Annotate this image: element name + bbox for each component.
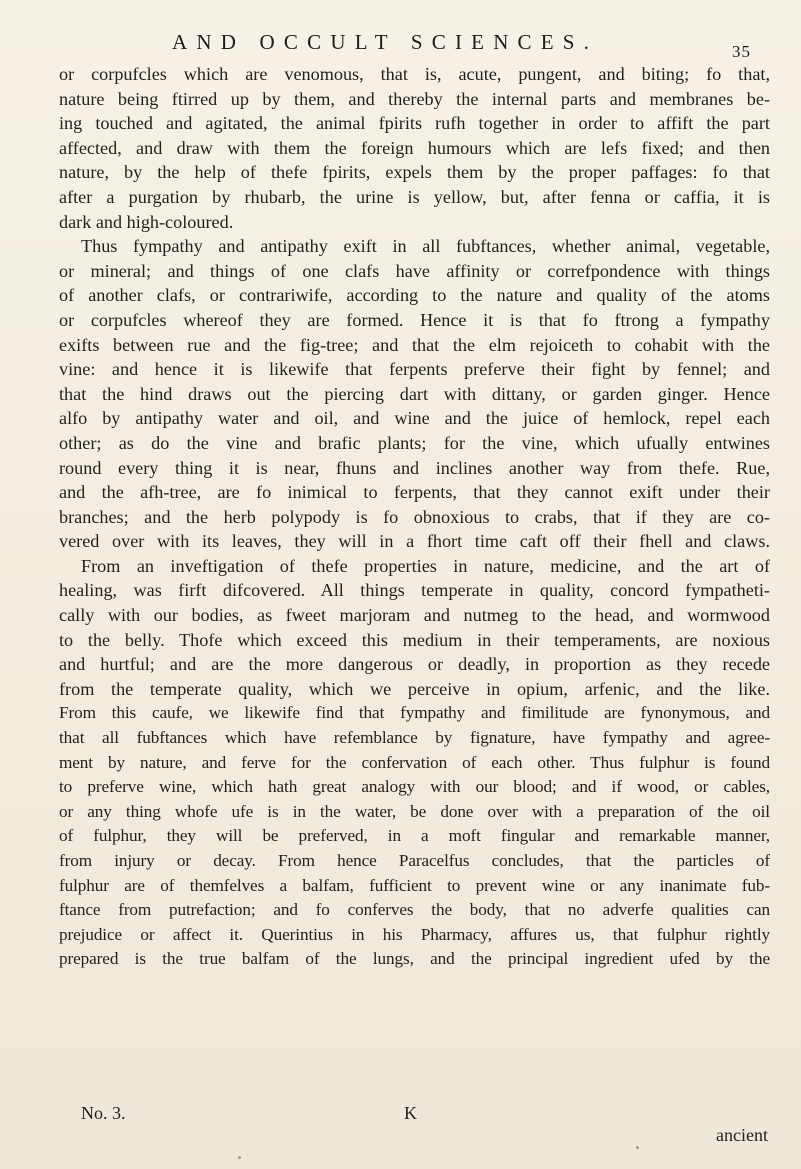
text-line: From this caufe, we likewife find that fympathy and fimilitude are fynonymous, and [59, 703, 770, 723]
text-line: or corpufcles which are venomous, that is, acute, pungent, and biting; fo that, [59, 64, 770, 84]
text-line: other; as do the vine and brafic plants; for the vine, which ufually entwines [59, 432, 770, 453]
text-line: healing, was firft difcovered. All things temperate in quality, concord fympatheti- [59, 580, 770, 601]
text-line: fulphur are of themfelves a balfam, fufficient to prevent wine or any inanimate fub- [59, 875, 770, 895]
text-line: ftance from putrefaction; and fo conferves the body, that no adverfe qualities can [59, 900, 770, 920]
text-line: From an inveftigation of thefe properties in nature, medicine, and the art of [81, 555, 770, 576]
text-line: prepared is the true balfam of the lungs, and the principal ingredient ufed by the [59, 949, 770, 969]
text-line: vered over with its leaves, they will in a fhort time caft off their fhell and claws. [59, 531, 770, 552]
text-line: ment by nature, and ferve for the confervation of each other. Thus fulphur is found [59, 752, 770, 772]
text-line: or corpufcles whereof they are formed. Hence it is that fo ftrong a fympathy [59, 309, 770, 330]
text-line: that the hind draws out the piercing dart with dittany, or garden ginger. Hence [59, 383, 770, 404]
running-head: AND OCCULT SCIENCES. [172, 30, 599, 54]
text-line: or mineral; and things of one clafs have affinity or correfpondence with things [59, 260, 770, 281]
text-line: after a purgation by rhubarb, the urine is yellow, but, after fenna or caffia, it is [59, 186, 770, 207]
text-line: branches; and the herb polypody is fo obnoxious to crabs, that if they are co- [59, 506, 770, 527]
text-line: and the afh-tree, are fo inimical to ferpents, that they cannot exift under their [59, 482, 770, 503]
text-line: to the belly. Thofe which exceed this medium in their temperaments, are noxious [59, 629, 770, 650]
text-line: nature being ftirred up by them, and thereby the internal parts and membranes be- [59, 88, 770, 109]
signature-label: No. 3. [81, 1103, 126, 1123]
text-line: exifts between rue and the fig-tree; and that the elm rejoiceth to cohabit with the [59, 334, 770, 355]
page-number: 35 [732, 42, 751, 61]
text-line: round every thing it is near, fhuns and inclines another way from thefe. Rue, [59, 457, 770, 478]
text-line: vine: and hence it is likewife that ferpents preferve their fight by fennel; and [59, 359, 770, 380]
ink-speck [238, 1156, 241, 1159]
text-line: from injury or decay. From hence Paracelfus concludes, that the particles of [59, 851, 770, 870]
page-footer [59, 1103, 770, 1153]
text-line: Thus fympathy and antipathy exift in all fubftances, whether animal, vegetable, [81, 236, 770, 257]
text-line: nature, by the help of thefe fpirits, expels them by the proper paffages: fo that [59, 162, 770, 183]
text-line: or any thing whofe ufe is in the water, be done over with a preparation of the oil [59, 801, 770, 821]
text-line: ing touched and agitated, the animal fpirits rufh together in order to affift the part [59, 113, 770, 134]
text-line: affected, and draw with them the foreign humours which are lefs fixed; and then [59, 137, 770, 158]
text-line: from the temperate quality, which we perceive in opium, arfenic, and the like. [59, 678, 770, 699]
text-line: that all fubftances which have refemblance by fignature, have fympathy and agree- [59, 728, 770, 748]
text-line: and hurtful; and are the more dangerous or deadly, in proportion as they recede [59, 654, 770, 675]
text-line: dark and high-coloured. [59, 211, 234, 232]
text-line: of fulphur, they will be preferved, in a moft fingular and remarkable manner, [59, 826, 770, 846]
text-line: cally with our bodies, as fweet marjoram and nutmeg to the head, and wormwood [59, 605, 770, 626]
catchword: ancient [716, 1125, 768, 1145]
ink-speck [636, 1146, 639, 1149]
text-line: of another clafs, or contrariwife, according to the nature and quality of the atoms [59, 285, 770, 306]
text-line: prejudice or affect it. Querintius in his Pharmacy, affures us, that fulphur rightly [59, 924, 770, 944]
body-text [59, 62, 770, 972]
signature-mark: K [404, 1103, 417, 1123]
text-line: alfo by antipathy water and oil, and wine and the juice of hemlock, repel each [59, 408, 770, 429]
text-line: to preferve wine, which hath great analogy with our blood; and if wood, or cables, [59, 777, 770, 797]
